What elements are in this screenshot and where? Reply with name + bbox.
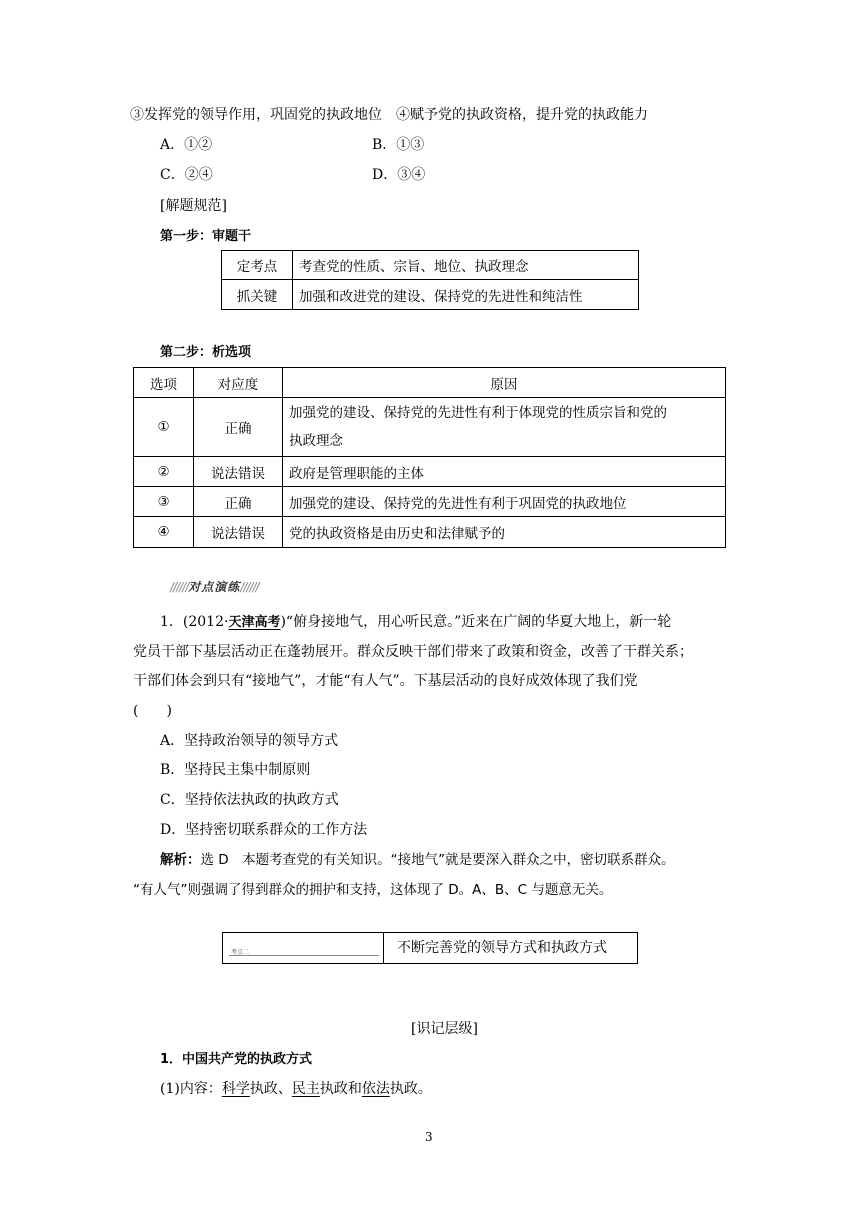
row-verdict: 正确	[194, 398, 283, 457]
row-verdict: 说法错误	[194, 517, 283, 548]
recall-level: [识记层级]	[411, 1021, 478, 1037]
row-option: ①	[134, 398, 194, 457]
row-option: ②	[134, 457, 194, 487]
step2-row	[134, 517, 726, 548]
step1-table	[221, 250, 639, 310]
recall-item1-content	[160, 1078, 432, 1098]
banner-hatch-right: //////	[240, 580, 259, 594]
step2-row	[134, 398, 726, 457]
row-reason	[283, 398, 726, 457]
banner-text: 对点演练	[188, 580, 241, 594]
row-reason-line: 执政理念	[289, 433, 343, 449]
term-yifa: 依法	[361, 1081, 390, 1097]
header-verdict: 对应度	[194, 368, 283, 398]
question-statement-line: ③发挥党的领导作用，巩固党的执政地位 ④赋予党的执政资格，提升党的执政能力	[130, 107, 648, 123]
q1-option-c: C．坚持依法执政的执政方式	[160, 792, 339, 808]
point-box	[222, 932, 638, 964]
step2-title: 第二步：析选项	[160, 345, 252, 360]
row-option: ④	[134, 517, 194, 548]
recall-item1-title: 1．中国共产党的执政方式	[160, 1052, 313, 1067]
q1-answer-blank: ( )	[133, 703, 172, 719]
banner-hatch-left: //////	[170, 580, 189, 594]
header-option: 选项	[134, 368, 194, 398]
step2-table	[133, 367, 726, 548]
row-verdict: 正确	[194, 487, 283, 517]
row-verdict: 说法错误	[194, 457, 283, 487]
step2-header-row	[134, 368, 726, 398]
q1-option-b: B．坚持民主集中制原则	[160, 762, 311, 778]
row-reason: 加强党的建设、保持党的先进性有利于巩固党的执政地位	[283, 487, 726, 517]
step1-content: 加强和改进党的建设、保持党的先进性和纯洁性	[293, 280, 639, 310]
option-b: B．①③	[372, 137, 425, 153]
header-reason: 原因	[283, 368, 726, 398]
step1-label: 抓关键	[222, 280, 293, 310]
term-kexue: 科学	[221, 1081, 250, 1097]
step1-row	[222, 280, 639, 310]
content-mid1: 执政、	[249, 1081, 292, 1097]
q1-analysis-line1	[160, 846, 675, 874]
q1-line2: 党员干部下基层活动正在蓬勃展开。群众反映干部们带来了政策和资金，改善了干群关系；	[133, 644, 693, 660]
step1-row	[222, 251, 639, 280]
option-a: A．①②	[160, 137, 213, 153]
q1-analysis-line2: “有人气”则强调了得到群众的拥护和支持，这体现了 D。A、B、C 与题意无关。	[133, 882, 613, 898]
q1-option-d: D．坚持密切联系群众的工作方法	[160, 822, 368, 838]
practice-banner	[170, 578, 259, 595]
q1-prefix: 1．(2012·	[160, 614, 229, 630]
content-mid2: 执政和	[319, 1081, 362, 1097]
q1-line3: 干部们体会到只有“接地气”，才能“有人气”。下基层活动的良好成效体现了我们党	[133, 673, 638, 689]
point-box-title: 不断完善党的领导方式和执政方式	[397, 940, 607, 956]
option-c: C．②④	[160, 167, 213, 183]
q1-option-a: A．坚持政治领导的领导方式	[160, 733, 339, 749]
term-minzhu: 民主	[291, 1081, 320, 1097]
step1-title: 第一步：审题干	[160, 229, 252, 244]
step2-row	[134, 457, 726, 487]
row-option: ③	[134, 487, 194, 517]
point-box-tag: 考点二	[231, 949, 250, 956]
analysis-text: 选 D 本题考查党的有关知识。“接地气”就是要深入群众之中，密切联系群众。	[200, 852, 675, 868]
solution-header: [解题规范]	[160, 198, 227, 214]
q1-line1	[160, 608, 671, 637]
point-box-left	[223, 933, 384, 963]
q1-source: 天津高考	[228, 615, 281, 630]
content-prefix: (1)内容：	[160, 1081, 222, 1097]
page-number: 3	[425, 1130, 433, 1144]
row-reason-line: 加强党的建设、保持党的先进性有利于体现党的性质宗旨和党的	[289, 405, 667, 421]
row-reason: 党的执政资格是由历史和法律赋予的	[283, 517, 726, 548]
step1-content: 考查党的性质、宗旨、地位、执政理念	[293, 251, 639, 280]
step2-row	[134, 487, 726, 517]
row-reason: 政府是管理职能的主体	[283, 457, 726, 487]
analysis-label: 解析：	[160, 852, 201, 868]
q1-line1-rest: )“俯身接地气，用心听民意。”近来在广阔的华夏大地上，新一轮	[280, 614, 672, 630]
point-box-rule	[229, 955, 379, 956]
content-suffix: 执政。	[389, 1081, 432, 1097]
option-d: D．③④	[372, 167, 426, 183]
step1-label: 定考点	[222, 251, 293, 280]
